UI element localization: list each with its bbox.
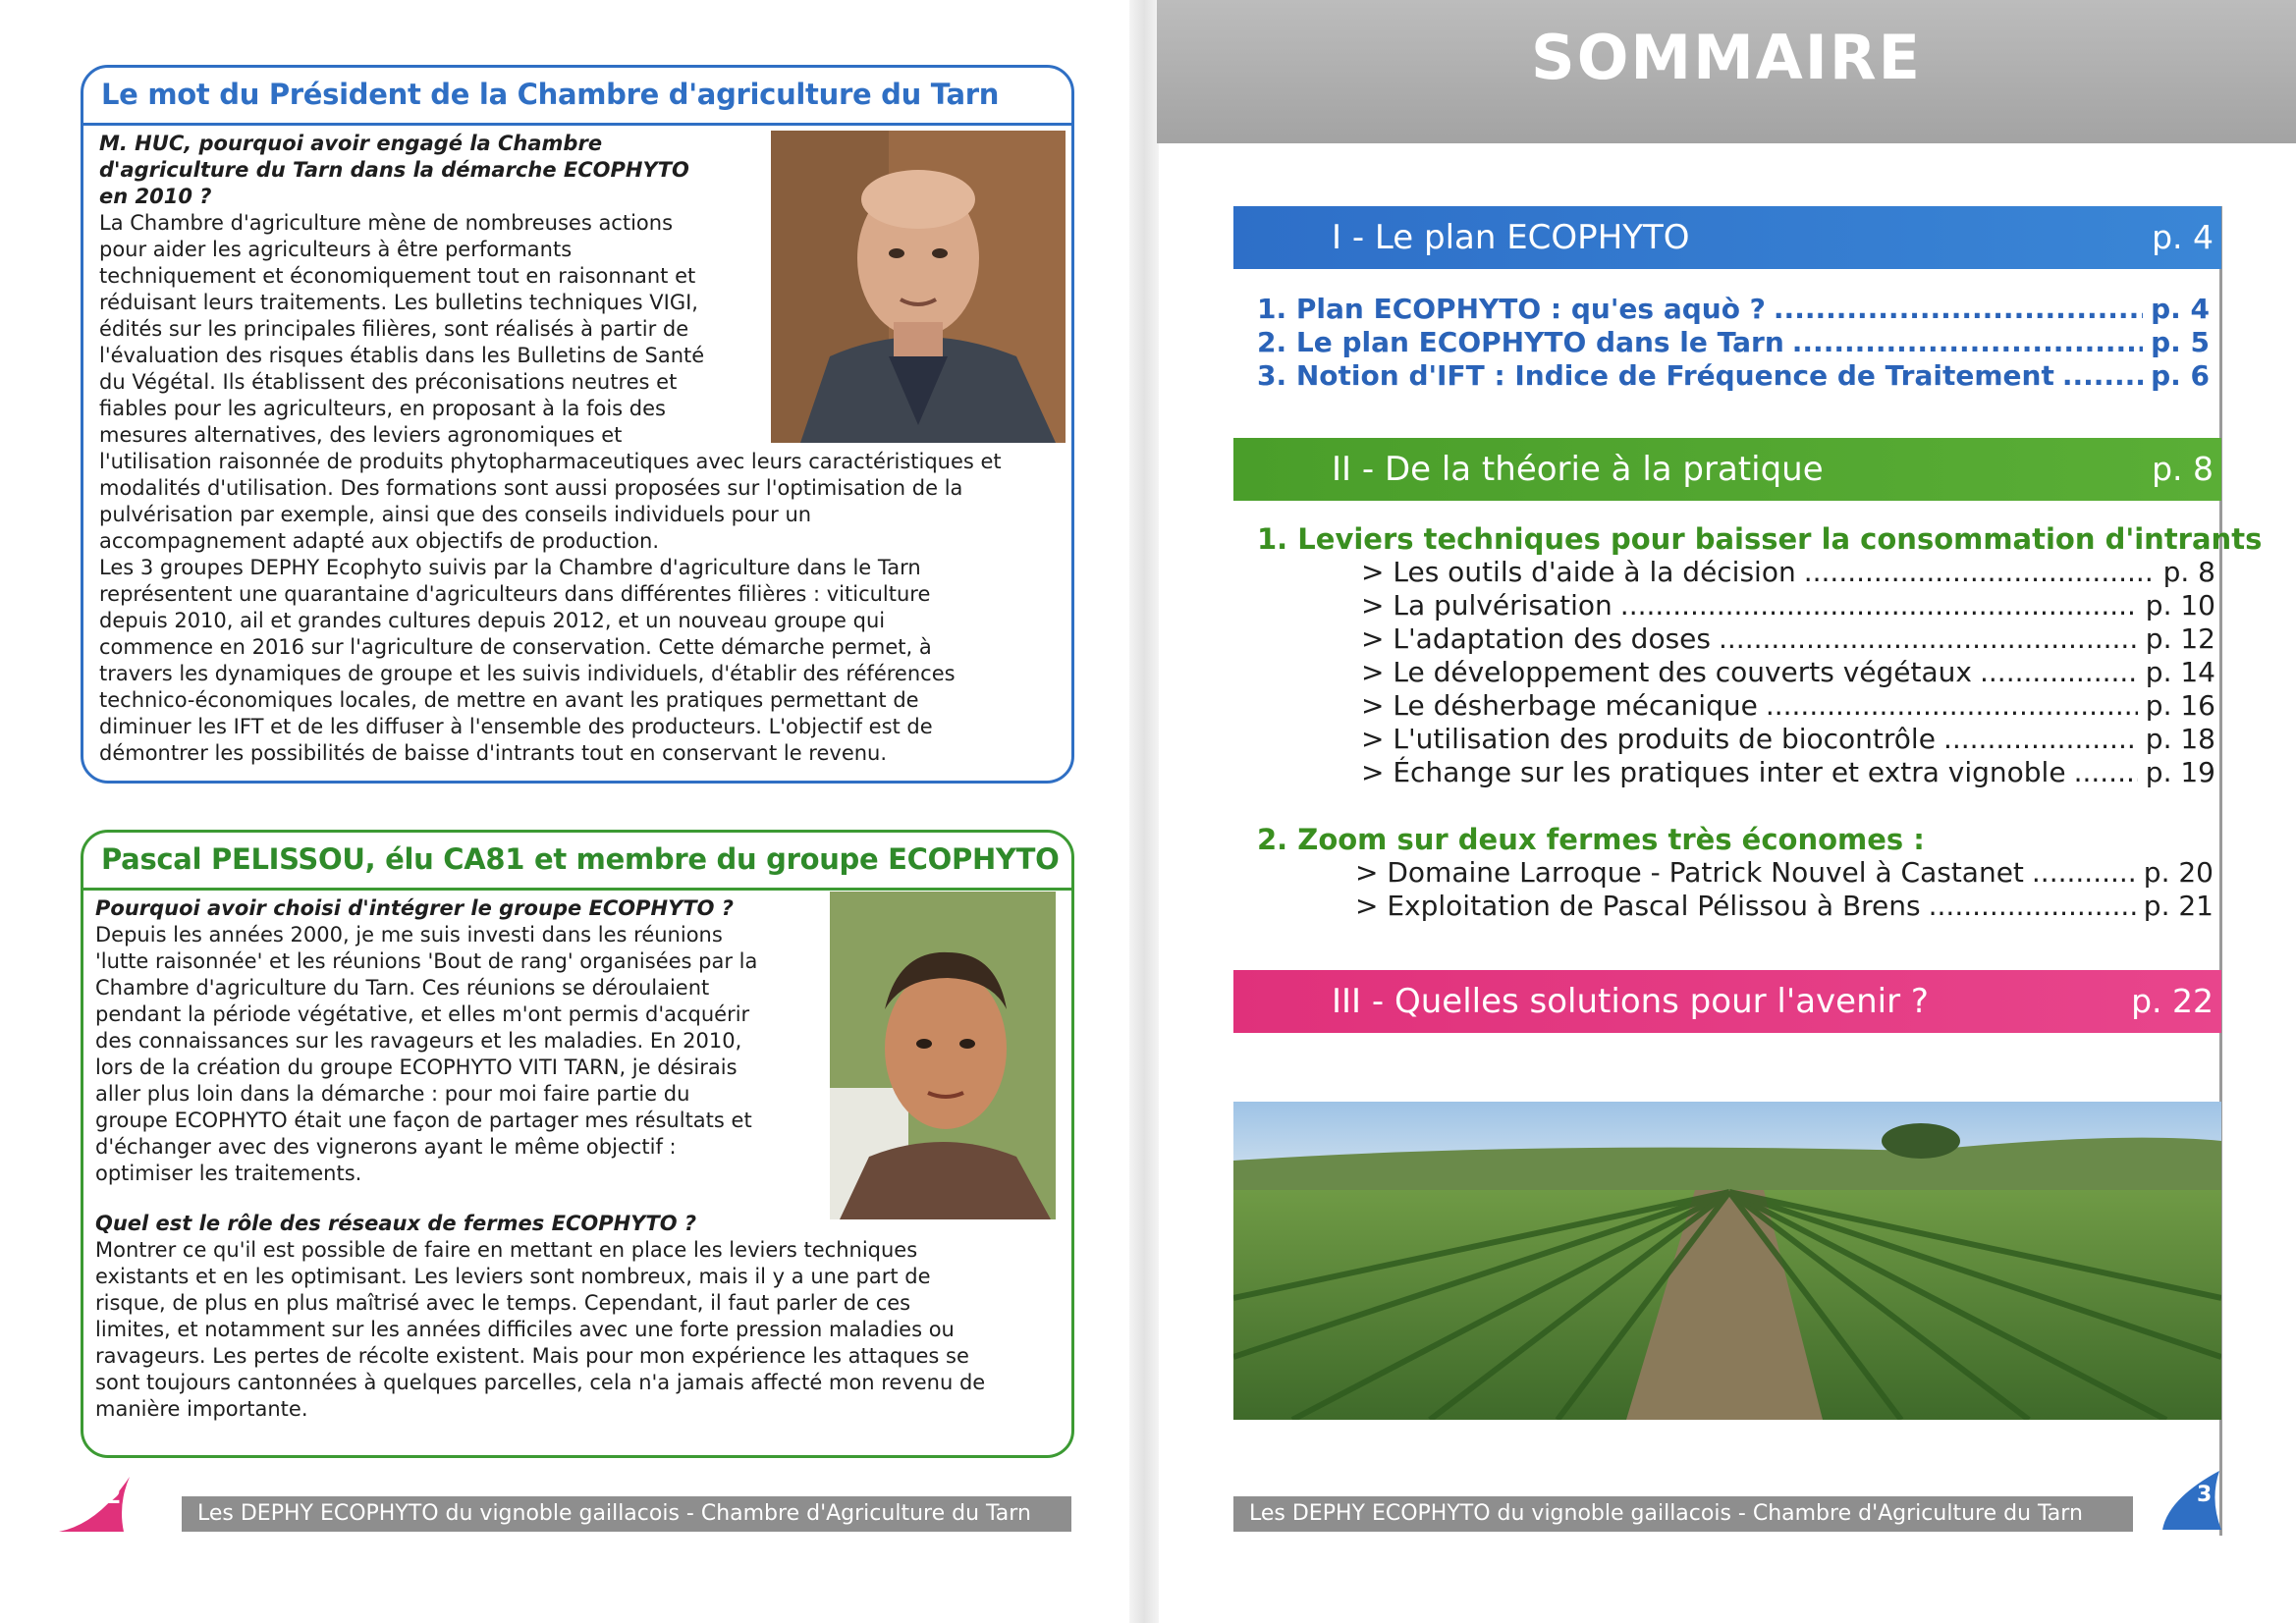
toc-item-page: p. 18 [2145,723,2215,755]
toc-item[interactable] [1361,622,2215,655]
dot-leader [2062,359,2143,392]
paragraph-line: 'lutte raisonnée' et les réunions 'Bout de rang' organisées par la [95,949,758,973]
left-footer: Les DEPHY ECOPHYTO du vignoble gaillacois - Chambre d'Agriculture du Tarn [182,1496,1071,1532]
pascal-second-answer [95,1211,1058,1423]
paragraph-line: existants et en les optimisant. Les leviers sont nombreux, mais il y a une part de [95,1265,931,1288]
vineyard-photo [1233,1102,2221,1420]
title-rule [83,888,1071,891]
toc-item-page: p. 19 [2145,756,2215,788]
toc-item[interactable] [1361,589,2215,622]
paragraph-line: manière importante. [95,1397,308,1421]
toc-item-text: 3. Notion d'IFT : Indice de Fréquence de Traitement [1257,359,2054,392]
paragraph-line: représentent une quarantaine d'agriculteurs dans différentes filières : viticulture [99,582,931,606]
toc-item-text: 2. Le plan ECOPHYTO dans le Tarn [1257,326,1784,358]
paragraph-line: Depuis les années 2000, je me suis investi dans les réunions [95,923,723,947]
page-number-arrow-icon [2159,1469,2225,1534]
paragraph-line: limites, et notamment sur les années difficiles avec une forte pression maladies ou [95,1318,955,1341]
toc-item[interactable] [1361,723,2215,755]
toc-item-page: p. 4 [2151,293,2210,325]
section-label: III - Quelles solutions pour l'avenir ? [1332,982,1929,1021]
paragraph-line: techniquement et économiquement tout en raisonnant et [99,264,696,288]
paragraph-line: l'utilisation raisonnée de produits phytopharmaceutiques avec leurs caractéristiques et [99,450,1002,473]
paragraph-line: ravageurs. Les pertes de récolte existent. Mais pour mon expérience les attaques se [95,1344,969,1368]
president-question [99,131,757,210]
sommaire-header [1157,0,2296,143]
paragraph-line: modalités d'utilisation. Des formations sont aussi proposées sur l'optimisation de la [99,476,963,500]
toc-item-text: > Le développement des couverts végétaux [1361,656,1972,688]
pascal-first-answer [95,895,822,1187]
paragraph-line: technico-économiques locales, de mettre en avant les pratiques permettant de [99,688,919,712]
paragraph-line: sont toujours cantonnées à quelques parcelles, cela n'a jamais affecté mon revenu de [95,1371,986,1394]
dot-leader [1620,589,2138,622]
question-line: Pourquoi avoir choisi d'intégrer le groupe ECOPHYTO ? [95,896,734,920]
paragraph-line: réduisant leurs traitements. Les bulletins techniques VIGI, [99,291,698,314]
pascal-box-title: Pascal PELISSOU, élu CA81 et membre du groupe ECOPHYTO [101,842,1060,876]
paragraph-line: mesures alternatives, des leviers agronomiques et [99,423,623,447]
toc-item-text: > Échange sur les pratiques inter et extra vignoble [1361,756,2066,788]
paragraph-line: aller plus loin dans la démarche : pour moi faire partie du [95,1082,690,1106]
president-paragraph-bottom [99,449,1057,767]
dot-leader [1929,890,2136,922]
section-label: II - De la théorie à la pratique [1332,450,1824,489]
paragraph-line: commence en 2016 sur l'agriculture de conservation. Cette démarche permet, à [99,635,932,659]
paragraph-line: l'évaluation des risques établis dans les Bulletins de Santé [99,344,705,367]
toc-section-2[interactable] [1233,438,2221,501]
toc-item[interactable] [1257,326,2210,358]
paragraph-line: du Végétal. Ils établissent des préconisations neutres et [99,370,678,394]
dot-leader [1792,326,2143,358]
paragraph-line: accompagnement adapté aux objectifs de production. [99,529,660,553]
toc-item[interactable] [1361,656,2215,688]
toc-item-text: > Domaine Larroque - Patrick Nouvel à Castanet [1355,856,2024,889]
portrait-illustration [830,892,1056,1219]
right-footer: Les DEPHY ECOPHYTO du vignoble gaillacois - Chambre d'Agriculture du Tarn [1233,1496,2133,1532]
paragraph-line: depuis 2010, ail et grandes cultures depuis 2012, et un nouveau groupe qui [99,609,886,632]
section-page: p. 8 [2152,450,2214,488]
toc-item-page: p. 8 [2162,556,2215,588]
toc-item-page: p. 16 [2145,689,2215,722]
paragraph-line: Chambre d'agriculture du Tarn. Ces réunions se déroulaient [95,976,710,1000]
page-number-arrow-icon [59,1475,137,1536]
toc-item[interactable] [1355,890,2214,922]
dot-leader [2032,856,2136,889]
toc-item-page: p. 10 [2145,589,2215,622]
paragraph-line: édités sur les principales filières, sont réalisés à partir de [99,317,689,341]
toc-item-page: p. 20 [2143,856,2214,889]
toc-item[interactable] [1361,689,2215,722]
paragraph-line: démontrer les possibilités de baisse d'intrants tout en conservant le revenu. [99,741,888,765]
toc-item-text: > Exploitation de Pascal Pélissou à Brens [1355,890,1921,922]
dot-leader [1766,689,2138,722]
president-portrait-photo [771,131,1066,443]
question-line: d'agriculture du Tarn dans la démarche ECOPHYTO [99,158,689,182]
left-page-number: 2 [106,1485,122,1509]
question-line: M. HUC, pourquoi avoir engagé la Chambre [99,132,603,155]
section-label: I - Le plan ECOPHYTO [1332,218,1690,257]
toc-section-1[interactable] [1233,206,2221,269]
dot-leader [1719,622,2138,655]
toc-item[interactable] [1257,359,2210,392]
toc-item-text: > La pulvérisation [1361,589,1613,622]
toc-item-text: > Le désherbage mécanique [1361,689,1758,722]
paragraph-line: groupe ECOPHYTO était une façon de partager mes résultats et [95,1109,752,1132]
question-line: en 2010 ? [99,185,212,208]
toc-item-page: p. 5 [2151,326,2210,358]
paragraph-line: pendant la période végétative, et elles m'ont permis d'acquérir [95,1002,750,1026]
paragraph-line: pulvérisation par exemple, ainsi que des conseils individuels pour un [99,503,812,526]
toc-item-page: p. 12 [2145,622,2215,655]
dot-leader [1774,293,2143,325]
toc-subsection-title[interactable]: 1. Leviers techniques pour baisser la consommation d'intrants [1257,522,2263,556]
paragraph-line: travers les dynamiques de groupe et les suivis individuels, d'établir des références [99,662,956,685]
title-rule [83,123,1071,126]
president-box [81,65,1074,784]
paragraph-line: Montrer ce qu'il est possible de faire en mettant en place les leviers techniques [95,1238,918,1262]
dot-leader [1980,656,2138,688]
toc-item-text: > L'utilisation des produits de biocontrôle [1361,723,1936,755]
vineyard-illustration [1233,1102,2221,1420]
toc-item-text: > L'adaptation des doses [1361,622,1711,655]
paragraph-line: d'échanger avec des vignerons ayant le même objectif : [95,1135,677,1159]
paragraph-line: lors de la création du groupe ECOPHYTO VITI TARN, je désirais [95,1055,738,1079]
paragraph-line: optimiser les traitements. [95,1162,362,1185]
toc-item-page: p. 14 [2145,656,2215,688]
toc-item[interactable] [1361,756,2215,788]
dot-leader [1804,556,2156,588]
pascal-box [81,830,1074,1458]
question-line: Quel est le rôle des réseaux de fermes ECOPHYTO ? [95,1212,697,1235]
pascal-portrait-photo [830,892,1056,1219]
book-gutter [1129,0,1159,1623]
toc-item[interactable] [1355,856,2214,889]
dot-leader [1943,723,2138,755]
president-box-title: Le mot du Président de la Chambre d'agriculture du Tarn [101,78,1000,111]
paragraph-line: des connaissances sur les ravageurs et les maladies. En 2010, [95,1029,742,1053]
sommaire-title: SOMMAIRE [1531,22,1922,93]
section-page: p. 22 [2131,982,2214,1020]
toc-subsection-title[interactable]: 2. Zoom sur deux fermes très économes : [1257,823,1925,856]
paragraph-line: risque, de plus en plus maîtrisé avec le temps. Cependant, il faut parler de ces [95,1291,911,1315]
president-paragraph-top [99,210,757,449]
dot-leader [2074,756,2138,788]
toc-item[interactable] [1257,293,2210,325]
right-page-number: 3 [2197,1483,2213,1507]
paragraph-line: pour aider les agriculteurs à être performants [99,238,573,261]
toc-item-page: p. 6 [2151,359,2210,392]
portrait-illustration [771,131,1066,443]
toc-item-text: > Les outils d'aide à la décision [1361,556,1796,588]
toc-item[interactable] [1361,556,2215,588]
paragraph-line: La Chambre d'agriculture mène de nombreuses actions [99,211,674,235]
paragraph-line: fiables pour les agriculteurs, en proposant à la fois des [99,397,666,420]
toc-item-page: p. 21 [2143,890,2214,922]
toc-section-3[interactable] [1233,970,2221,1033]
section-page: p. 4 [2152,218,2214,256]
paragraph-line: Les 3 groupes DEPHY Ecophyto suivis par la Chambre d'agriculture dans le Tarn [99,556,921,579]
toc-item-text: 1. Plan ECOPHYTO : qu'es aquò ? [1257,293,1766,325]
paragraph-line: diminuer les IFT et de les diffuser à l'ensemble des producteurs. L'objectif est de [99,715,933,738]
